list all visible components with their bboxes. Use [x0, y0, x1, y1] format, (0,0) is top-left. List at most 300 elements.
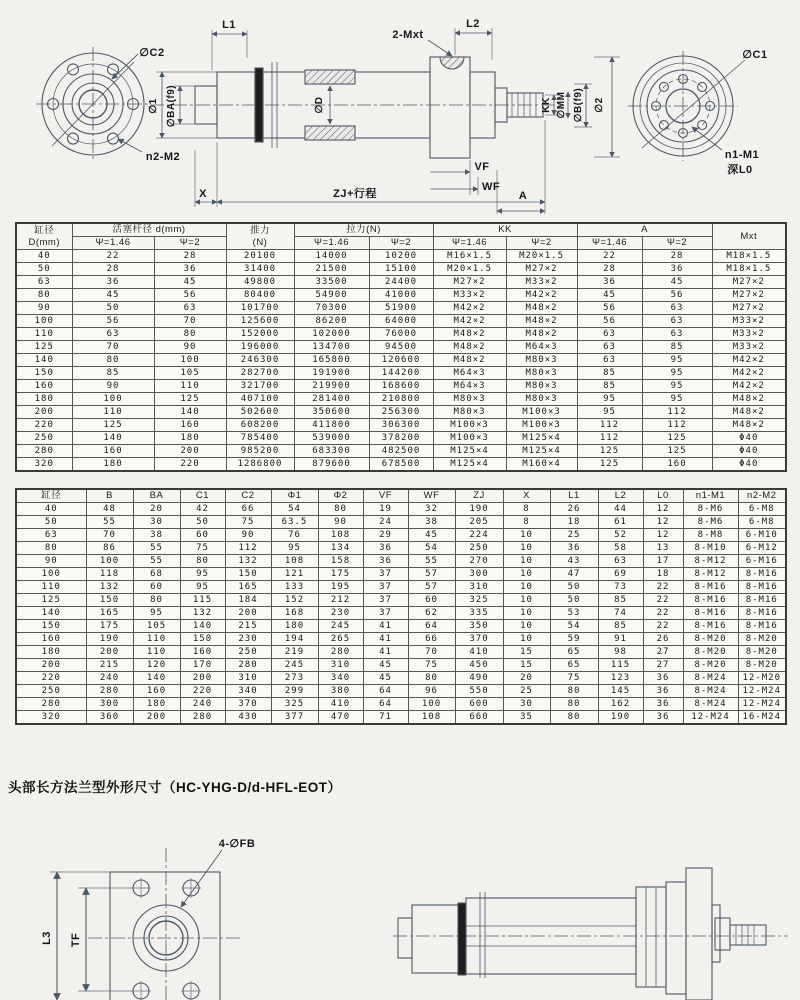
table-cell: 6-M16 [738, 555, 786, 568]
table-cell: 45 [363, 659, 408, 672]
table-cell: 160 [642, 458, 712, 472]
table-cell: 95 [642, 354, 712, 367]
table-cell: M80×3 [506, 354, 577, 367]
table-cell: 360 [86, 711, 133, 725]
column-header: X [503, 489, 550, 503]
table-cell: 150 [16, 367, 72, 380]
subheader-psi2: Ψ=2 [642, 237, 712, 250]
table-cell: 220 [16, 672, 86, 685]
table-cell: M48×2 [506, 328, 577, 341]
table-cell: 196000 [226, 341, 294, 354]
table-cell: M125×4 [433, 445, 506, 458]
table-cell: 230 [318, 607, 363, 620]
table-cell: 144200 [369, 367, 433, 380]
table-cell: M80×3 [506, 393, 577, 406]
table-cell: 190 [598, 711, 643, 725]
subheader-psi146: Ψ=1.46 [433, 237, 506, 250]
table-cell: 168600 [369, 380, 433, 393]
table-cell: 240 [180, 698, 225, 711]
table-cell: 80 [550, 698, 598, 711]
table-cell: 70 [408, 646, 455, 659]
table-cell: 94500 [369, 341, 433, 354]
table-cell: M160×4 [506, 458, 577, 472]
table-cell: 54 [408, 542, 455, 555]
table-cell: 41 [363, 646, 408, 659]
table-cell: 184 [225, 594, 271, 607]
subheader-psi146: Ψ=1.46 [294, 237, 369, 250]
table-cell: 280 [16, 445, 72, 458]
table-cell: M125×4 [433, 458, 506, 472]
table-cell: 12 [643, 503, 683, 516]
table-cell: 31400 [226, 263, 294, 276]
table-cell: 200 [16, 659, 86, 672]
table-cell: 280 [225, 659, 271, 672]
subheader-psi2: Ψ=2 [154, 237, 226, 250]
table-cell: 10 [503, 568, 550, 581]
table-cell: 37 [363, 581, 408, 594]
table-cell: Φ40 [712, 432, 786, 445]
table-cell: 310 [455, 581, 503, 594]
table-row [16, 659, 786, 672]
table-cell: 108 [408, 711, 455, 725]
table-cell: M64×3 [433, 367, 506, 380]
table-cell: 64000 [369, 315, 433, 328]
table-cell: 24 [363, 516, 408, 529]
table-cell: 320 [16, 458, 72, 472]
table-cell: 210800 [369, 393, 433, 406]
table-cell: 370 [455, 633, 503, 646]
table-cell: 29 [363, 529, 408, 542]
table-cell: 36 [363, 542, 408, 555]
table-cell: 36 [363, 555, 408, 568]
table-cell: 8-M16 [683, 607, 738, 620]
table-cell: 200 [86, 646, 133, 659]
column-header: L0 [643, 489, 683, 503]
table-cell: 95 [180, 581, 225, 594]
label-wf: WF [481, 181, 501, 193]
table-cell: 80 [154, 328, 226, 341]
table-cell: 95 [133, 607, 180, 620]
table-cell: 600 [455, 698, 503, 711]
table-cell: 36 [643, 672, 683, 685]
force-spec-table [15, 222, 787, 472]
table-row [16, 458, 786, 472]
table-cell: 95 [271, 542, 318, 555]
table-cell: 28 [72, 263, 154, 276]
table-cell: 26 [550, 503, 598, 516]
header-a: A [577, 223, 712, 237]
table-cell: 50 [180, 516, 225, 529]
table-cell: 61 [598, 516, 643, 529]
force-table-body [16, 250, 786, 472]
table-cell: 54900 [294, 289, 369, 302]
table-cell: 12 [643, 529, 683, 542]
table-cell: 108 [271, 555, 318, 568]
table-cell: 33500 [294, 276, 369, 289]
table-row [16, 594, 786, 607]
table-cell: 230 [225, 633, 271, 646]
table-cell: 42 [180, 503, 225, 516]
table-cell: 45 [154, 276, 226, 289]
table-cell: 280 [180, 711, 225, 725]
table-cell: 66 [408, 633, 455, 646]
table-cell: 63 [642, 302, 712, 315]
table-cell: 683300 [294, 445, 369, 458]
table-cell: 26 [643, 633, 683, 646]
table-cell: 168 [271, 607, 318, 620]
table-cell: 125 [577, 445, 642, 458]
table-cell: 320 [16, 711, 86, 725]
table-cell: 10200 [369, 250, 433, 263]
header-mxt: Mxt [712, 223, 786, 250]
table-cell: 300 [455, 568, 503, 581]
table-cell: 18 [550, 516, 598, 529]
table-cell: 45 [72, 289, 154, 302]
table-cell: 85 [642, 341, 712, 354]
table-cell: 37 [363, 568, 408, 581]
label-d-tube: ∅D [314, 96, 325, 114]
table-cell: 105 [133, 620, 180, 633]
table-cell: 125 [642, 432, 712, 445]
table-cell: 86200 [294, 315, 369, 328]
table-cell: 152000 [226, 328, 294, 341]
table-cell: 8-M6 [683, 503, 738, 516]
table-cell: 8-M12 [683, 555, 738, 568]
table-cell: 15 [503, 646, 550, 659]
subheader-psi146: Ψ=1.46 [577, 237, 642, 250]
table-cell: 54 [271, 503, 318, 516]
table-cell: 50 [16, 516, 86, 529]
table-cell: 76000 [369, 328, 433, 341]
table-cell: M48×2 [506, 302, 577, 315]
table-cell: 60 [180, 529, 225, 542]
table-cell: 102000 [294, 328, 369, 341]
table-cell: 8-M20 [683, 659, 738, 672]
table-cell: 60 [408, 594, 455, 607]
table-cell: M100×3 [506, 406, 577, 419]
table-cell: 112 [577, 419, 642, 432]
table-cell: 22 [643, 581, 683, 594]
table-cell: 8-M8 [683, 529, 738, 542]
table-row [16, 620, 786, 633]
table-cell: M48×2 [506, 315, 577, 328]
table-cell: 12-M20 [738, 672, 786, 685]
table-cell: 80 [550, 685, 598, 698]
table-row [16, 516, 786, 529]
label-n2-m2: n2-M2 [145, 151, 181, 163]
table-cell: 95 [180, 568, 225, 581]
table-cell: 8-M16 [683, 620, 738, 633]
table-cell: 410 [318, 698, 363, 711]
table-cell: 121 [271, 568, 318, 581]
header-rod-dia: 活塞杆径 d(mm) [72, 223, 226, 237]
table-cell: 1286800 [226, 458, 294, 472]
table-cell: M27×2 [433, 276, 506, 289]
label-n1-m1: n1-M1 [724, 149, 760, 161]
table-cell: 22 [72, 250, 154, 263]
label-b-f9: ∅B(f9) [573, 87, 584, 123]
table-cell: 8-M20 [683, 646, 738, 659]
table-cell: 265 [318, 633, 363, 646]
table-cell: 56 [577, 302, 642, 315]
table-cell: 59 [550, 633, 598, 646]
table-cell: 180 [16, 646, 86, 659]
table-cell: 22 [643, 594, 683, 607]
table-cell: M64×3 [506, 341, 577, 354]
table-cell: 132 [180, 607, 225, 620]
table-row [16, 393, 786, 406]
table-cell: 539000 [294, 432, 369, 445]
table-cell: 115 [598, 659, 643, 672]
table-row [16, 555, 786, 568]
table-row [16, 672, 786, 685]
table-cell: 65 [550, 659, 598, 672]
table-cell: 30 [133, 516, 180, 529]
table-cell: 165800 [294, 354, 369, 367]
dimension-table-body [16, 503, 786, 725]
table-row [16, 341, 786, 354]
table-cell: 22 [577, 250, 642, 263]
table-cell: 36 [643, 711, 683, 725]
rect-flange-face-view [50, 848, 242, 1000]
table-cell: 250 [455, 542, 503, 555]
table-cell: 350600 [294, 406, 369, 419]
table-cell: 63 [598, 555, 643, 568]
table-row [16, 406, 786, 419]
table-cell: 90 [16, 302, 72, 315]
table-cell: 22 [643, 620, 683, 633]
table-cell: 191900 [294, 367, 369, 380]
table-cell: 160 [180, 646, 225, 659]
table-cell: 63 [577, 354, 642, 367]
table-cell: 12-M24 [683, 711, 738, 725]
table-cell: 220 [180, 685, 225, 698]
table-cell: 985200 [226, 445, 294, 458]
header-kk: KK [433, 223, 577, 237]
table-cell: 56 [154, 289, 226, 302]
rect-flange-type-drawing [0, 830, 800, 1000]
table-cell: M125×4 [506, 445, 577, 458]
table-cell: 36 [72, 276, 154, 289]
table-cell: 350 [455, 620, 503, 633]
table-cell: 378200 [369, 432, 433, 445]
table-cell: 8-M24 [683, 698, 738, 711]
table-cell: 160 [154, 419, 226, 432]
table-cell: 16-M24 [738, 711, 786, 725]
table-cell: 140 [180, 620, 225, 633]
table-cell: M27×2 [712, 276, 786, 289]
table-cell: M48×2 [712, 419, 786, 432]
table-cell: 91 [598, 633, 643, 646]
table-cell: M27×2 [506, 263, 577, 276]
table-cell: M64×3 [433, 380, 506, 393]
table-cell: 98 [598, 646, 643, 659]
table-cell: M20×1.5 [506, 250, 577, 263]
table-cell: M48×2 [433, 328, 506, 341]
label-2-mxt: 2-Mxt [392, 29, 424, 41]
table-cell: 53 [550, 607, 598, 620]
table-cell: 71 [363, 711, 408, 725]
table-cell: 86 [86, 542, 133, 555]
table-cell: 240 [86, 672, 133, 685]
table-cell: M33×2 [712, 315, 786, 328]
table-cell: 8-M20 [683, 633, 738, 646]
table-row [16, 685, 786, 698]
table-cell: 57 [408, 581, 455, 594]
label-mm: ∅MM [556, 91, 567, 119]
table-cell: 112 [642, 406, 712, 419]
table-row [16, 542, 786, 555]
table-cell: 19 [363, 503, 408, 516]
subheader-psi146: Ψ=1.46 [72, 237, 154, 250]
table-cell: 90 [16, 555, 86, 568]
table-cell: 133 [271, 581, 318, 594]
table-cell: 63 [72, 328, 154, 341]
table-row [16, 529, 786, 542]
table-cell: 75 [225, 516, 271, 529]
table-cell: 63 [16, 276, 72, 289]
label-ba-f9: ∅BA(f9) [166, 84, 177, 128]
table-cell: 10 [503, 607, 550, 620]
table-cell: 6-M12 [738, 542, 786, 555]
table-cell: 250 [16, 685, 86, 698]
table-cell: 678500 [369, 458, 433, 472]
table-cell: 20 [133, 503, 180, 516]
table-row [16, 445, 786, 458]
table-cell: 35 [503, 711, 550, 725]
table-cell: 470 [318, 711, 363, 725]
column-header: WF [408, 489, 455, 503]
table-cell: 100 [154, 354, 226, 367]
table-subheader-row [16, 237, 786, 250]
table-cell: 8-M20 [738, 659, 786, 672]
table-cell: 340 [225, 685, 271, 698]
table-cell: 105 [154, 367, 226, 380]
table-cell: 180 [154, 432, 226, 445]
table-cell: 75 [408, 659, 455, 672]
table-cell: 20100 [226, 250, 294, 263]
table-row [16, 315, 786, 328]
table-cell: 608200 [226, 419, 294, 432]
table-cell: M33×2 [712, 341, 786, 354]
table-cell: 76 [271, 529, 318, 542]
table-cell: 125 [577, 458, 642, 472]
table-cell: 215 [86, 659, 133, 672]
table-cell: M80×3 [433, 406, 506, 419]
table-cell: 32 [408, 503, 455, 516]
table-cell: 245 [271, 659, 318, 672]
table-cell: 8-M6 [683, 516, 738, 529]
rear-flange-view [628, 51, 745, 161]
label-d2: ∅2 [594, 97, 605, 113]
table-cell: 273 [271, 672, 318, 685]
table-cell: 45 [577, 289, 642, 302]
label-depth-l0: 深L0 [727, 164, 753, 176]
header-pull-force: 拉力(N) [294, 223, 433, 237]
table-cell: 90 [72, 380, 154, 393]
column-header: C2 [225, 489, 271, 503]
table-cell: 502600 [226, 406, 294, 419]
table-cell: 56 [577, 315, 642, 328]
table-cell: 10 [503, 581, 550, 594]
table-header-row [16, 489, 786, 503]
table-cell: M48×2 [433, 354, 506, 367]
table-cell: 140 [72, 432, 154, 445]
table-cell: M80×3 [506, 367, 577, 380]
table-cell: 299 [271, 685, 318, 698]
table-cell: 340 [318, 672, 363, 685]
table-row [16, 302, 786, 315]
table-cell: 38 [133, 529, 180, 542]
table-cell: M42×2 [712, 380, 786, 393]
table-cell: 8-M24 [683, 672, 738, 685]
column-header: BA [133, 489, 180, 503]
table-cell: 80 [16, 289, 72, 302]
table-cell: 50 [72, 302, 154, 315]
table-cell: 12-M24 [738, 685, 786, 698]
table-cell: M20×1.5 [433, 263, 506, 276]
table-cell: 325 [271, 698, 318, 711]
table-cell: M42×2 [433, 315, 506, 328]
table-cell: 8-M24 [683, 685, 738, 698]
table-cell: 125 [16, 341, 72, 354]
table-cell: 125 [642, 445, 712, 458]
table-cell: 95 [642, 367, 712, 380]
table-cell: 45 [408, 529, 455, 542]
table-cell: 63 [154, 302, 226, 315]
table-cell: 785400 [226, 432, 294, 445]
table-cell: 325 [455, 594, 503, 607]
table-cell: 180 [271, 620, 318, 633]
table-cell: 75 [180, 542, 225, 555]
table-cell: 62 [408, 607, 455, 620]
section-title: 头部长方法兰型外形尺寸（HC-YHG-D/d-HFL-EOT） [8, 780, 342, 795]
table-cell: 63 [642, 328, 712, 341]
table-cell: 205 [455, 516, 503, 529]
table-cell: 41 [363, 633, 408, 646]
table-cell: 110 [133, 646, 180, 659]
table-cell: 55 [133, 542, 180, 555]
label-x: X [199, 188, 207, 200]
table-cell: 158 [318, 555, 363, 568]
table-cell: 13 [643, 542, 683, 555]
table-cell: 150 [225, 568, 271, 581]
table-cell: 80 [133, 594, 180, 607]
table-cell: 219900 [294, 380, 369, 393]
table-cell: 145 [598, 685, 643, 698]
table-row [16, 568, 786, 581]
table-cell: 100 [86, 555, 133, 568]
table-cell: 150 [86, 594, 133, 607]
table-row [16, 289, 786, 302]
table-cell: 25 [550, 529, 598, 542]
table-cell: 8-M16 [738, 594, 786, 607]
table-cell: 8-M20 [738, 633, 786, 646]
cylinder-overall-drawing [0, 0, 800, 216]
table-cell: 100 [16, 568, 86, 581]
column-header: B [86, 489, 133, 503]
table-cell: M18×1.5 [712, 250, 786, 263]
table-cell: 175 [86, 620, 133, 633]
column-header: C1 [180, 489, 225, 503]
table-cell: 85 [72, 367, 154, 380]
table-cell: 55 [408, 555, 455, 568]
table-cell: 22 [643, 607, 683, 620]
flange-type-side-view [393, 868, 788, 1000]
table-row [16, 250, 786, 263]
table-cell: 250 [225, 646, 271, 659]
table-row [16, 633, 786, 646]
